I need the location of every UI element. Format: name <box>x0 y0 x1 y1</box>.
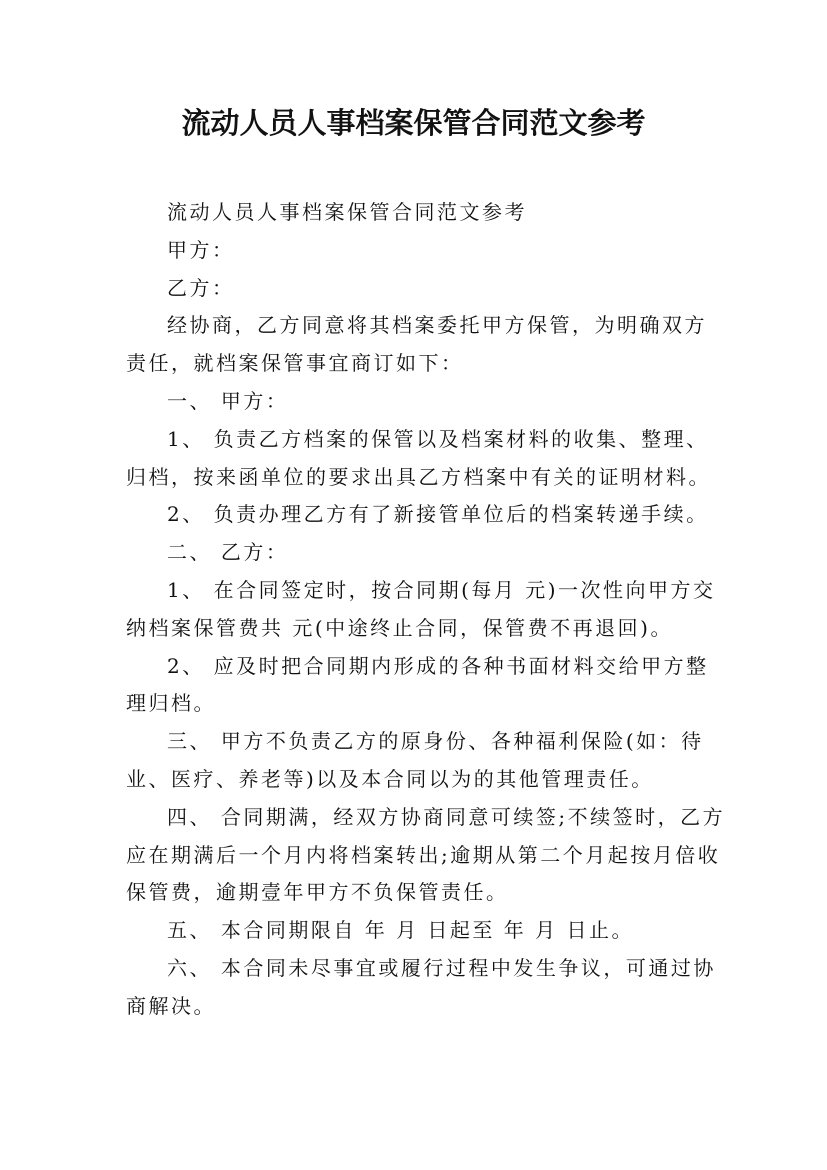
paragraph-section-2-item-2: 2、 应及时把合同期内形成的各种书面材料交给甲方整理归档。 <box>126 653 709 716</box>
paragraph-section-2-heading: 二、 乙方： <box>167 540 289 565</box>
paragraph-preamble: 经协商，乙方同意将其档案委托甲方保管，为明确双方责任，就档案保管事宜商订如下： <box>126 313 707 376</box>
paragraph-section-1-item-1: 1、 负责乙方档案的保管以及档案材料的收集、整理、归档，按来函单位的要求出具乙方档案中有关的证明材料。 <box>126 426 711 489</box>
paragraph-section-6: 六、 本合同未尽事宜或履行过程中发生争议，可通过协商解决。 <box>126 955 716 1018</box>
paragraph-subtitle: 流动人员人事档案保管合同范文参考 <box>167 200 527 224</box>
paragraph-section-3: 三、 甲方不负责乙方的原身份、各种福利保险(如：待业、医疗、养老等)以及本合同以为的其他管理责任。 <box>126 729 704 791</box>
paragraph-section-5: 五、 本合同期限自 年 月 日起至 年 月 日止。 <box>167 918 635 943</box>
document-title: 流动人员人事档案保管合同范文参考 <box>181 106 646 140</box>
paragraph-section-4: 四、 合同期满，经双方协商同意可续签;不续签时，乙方应在期满后一个月内将档案转出;逾期从第二个月起按月倍收保管费，逾期壹年甲方不负保管责任。 <box>126 804 726 905</box>
paragraph-party-b: 乙方： <box>167 275 235 300</box>
paragraph-section-2-item-1: 1、 在合同签定时，按合同期(每月 元)一次性向甲方交纳档案保管费共 元(中途终止合同，保管费不再退回)。 <box>126 577 716 640</box>
paragraph-party-a: 甲方： <box>167 237 235 262</box>
paragraph-section-1-heading: 一、 甲方： <box>167 388 289 413</box>
paragraph-section-1-item-2: 2、 负责办理乙方有了新接管单位后的档案转递手续。 <box>167 502 709 527</box>
document-body <box>126 194 726 1026</box>
